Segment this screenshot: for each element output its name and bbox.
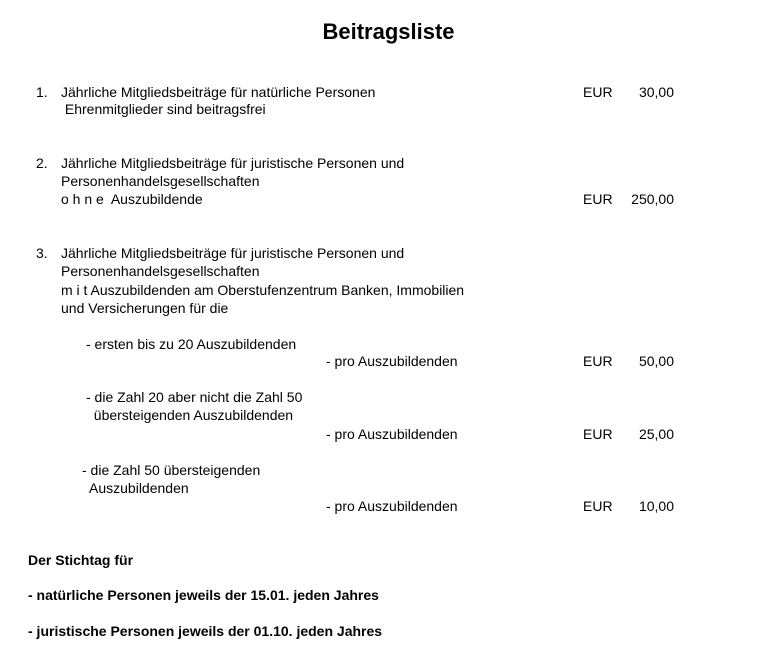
deadline-heading: Der Stichtag für (28, 552, 134, 568)
item-number: 1. (36, 84, 48, 100)
deadline-line: - juristische Personen jeweils der 01.10. jeden Jahres (28, 623, 383, 639)
item-number: 2. (36, 155, 48, 171)
subitem-line: - die Zahl 50 übersteigenden (82, 462, 261, 478)
item-line: Jährliche Mitgliedsbeiträge für natürliche Personen (61, 84, 376, 100)
amount-value: 10,00 (638, 498, 674, 514)
item-line: und Versicherungen für die (61, 300, 229, 316)
currency-label: EUR (583, 498, 613, 514)
currency-label: EUR (583, 84, 613, 100)
currency-label: EUR (583, 353, 613, 369)
amount-value: 30,00 (638, 84, 674, 100)
deadline-line: - natürliche Personen jeweils der 15.01. jeden Jahres (28, 587, 379, 603)
subitem-line: Auszubildenden (82, 480, 189, 496)
subitem-per-label: - pro Auszubildenden (326, 426, 458, 442)
page-title: Beitragsliste (322, 19, 455, 44)
item-line: Jährliche Mitgliedsbeiträge für juristische Personen und (61, 155, 405, 171)
amount-value: 25,00 (638, 426, 674, 442)
subitem-line: - die Zahl 20 aber nicht die Zahl 50 (86, 389, 303, 405)
amount-value: 50,00 (638, 353, 674, 369)
item-line: Ehrenmitglieder sind beitragsfrei (61, 101, 266, 117)
item-line: Jährliche Mitgliedsbeiträge für juristische Personen und (61, 245, 405, 261)
subitem-per-label: - pro Auszubildenden (326, 353, 458, 369)
item-number: 3. (36, 245, 48, 261)
amount-value: 250,00 (631, 191, 674, 207)
item-line: Personenhandelsgesellschaften (61, 263, 260, 279)
subitem-line: übersteigenden Auszubildenden (86, 407, 294, 423)
subitem-line: - ersten bis zu 20 Auszubildenden (86, 336, 297, 352)
item-line: o h n e Auszubildende (61, 191, 203, 207)
currency-label: EUR (583, 426, 613, 442)
subitem-per-label: - pro Auszubildenden (326, 498, 458, 514)
currency-label: EUR (583, 191, 613, 207)
item-line: m i t Auszubildenden am Oberstufenzentrum Banken, Immobilien (61, 282, 465, 298)
item-line: Personenhandelsgesellschaften (61, 173, 260, 189)
